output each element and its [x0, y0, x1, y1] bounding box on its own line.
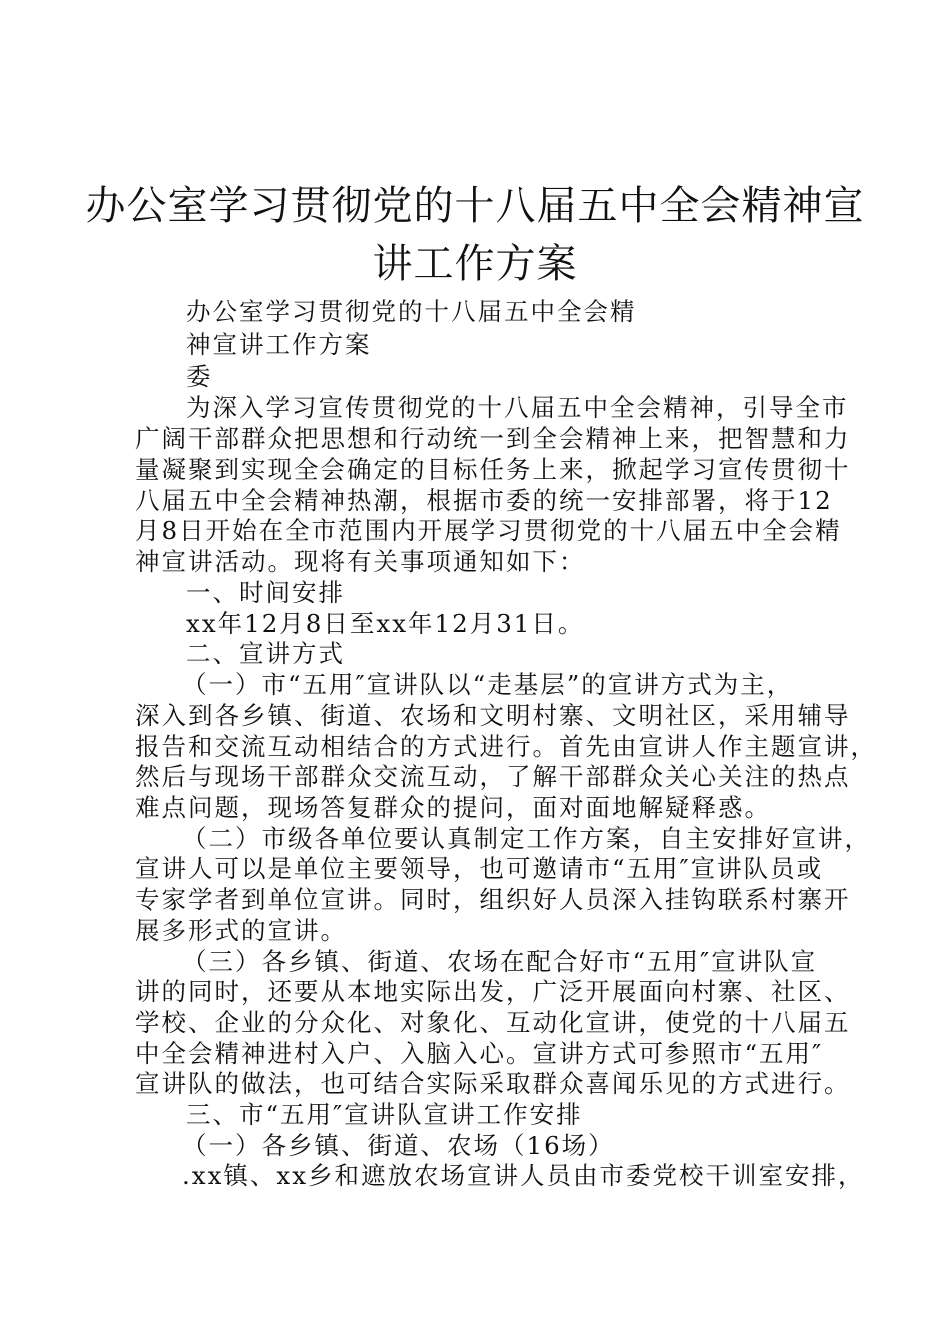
- body-line: 讲的同时，还要从本地实际出发，广泛开展面向村寨、社区、: [135, 977, 851, 1006]
- subtitle-line-2: 神宣讲工作方案: [186, 330, 372, 359]
- body-line: 量凝聚到实现全会确定的目标任务上来，掀起学习宣传贯彻十: [135, 455, 851, 484]
- body-line: 宣讲人可以是单位主要领导，也可邀请市“五用″宣讲队员或: [135, 854, 824, 883]
- body-line: 中全会精神进村入户、入脑入心。宣讲方式可参照市“五用″: [135, 1039, 824, 1068]
- body-line: （一）各乡镇、街道、农场（16场）: [182, 1131, 615, 1160]
- body-line: xx年12月8日至xx年12月31日。: [186, 609, 585, 638]
- body-line: 宣讲队的做法，也可结合实际采取群众喜闻乐见的方式进行。: [135, 1069, 851, 1098]
- document-title-line-2: 讲工作方案: [372, 241, 578, 287]
- body-line: 神宣讲活动。现将有关事项通知如下：: [135, 547, 586, 576]
- body-line: 委: [186, 362, 213, 391]
- body-line: 广阔干部群众把思想和行动统一到全会精神上来，把智慧和力: [135, 424, 851, 453]
- body-line: 展多形式的宣讲。: [135, 916, 347, 945]
- body-line: 难点问题，现场答复群众的提问，面对面地解疑释惑。: [135, 793, 771, 822]
- body-line: 八届五中全会精神热潮，根据市委的统一安排部署，将于12: [135, 486, 833, 515]
- body-line: 报告和交流互动相结合的方式进行。首先由宣讲人作主题宣讲，: [135, 732, 877, 761]
- body-line: （二）市级各单位要认真制定工作方案，自主安排好宣讲，: [182, 824, 871, 853]
- subtitle-line-1: 办公室学习贯彻党的十八届五中全会精: [186, 297, 637, 326]
- body-line: .xx镇、xx乡和遮放农场宣讲人员由市委党校干训室安排，: [182, 1161, 865, 1190]
- section-heading: 三、市“五用″宣讲队宣讲工作安排: [186, 1100, 583, 1129]
- body-line: （一）市“五用″宣讲队以“走基层”的宣讲方式为主，: [182, 670, 794, 699]
- body-line: （三）各乡镇、街道、农场在配合好市“五用″宣讲队宣: [182, 947, 818, 976]
- document-title-line-1: 办公室学习贯彻党的十八届五中全会精神宣: [85, 183, 865, 229]
- section-heading: 一、时间安排: [186, 578, 345, 607]
- section-heading: 二、宣讲方式: [186, 639, 345, 668]
- body-line: 为深入学习宣传贯彻党的十八届五中全会精神，引导全市: [186, 393, 849, 422]
- body-line: 深入到各乡镇、街道、农场和文明村寨、文明社区，采用辅导: [135, 701, 851, 730]
- body-line: 专家学者到单位宣讲。同时，组织好人员深入挂钩联系村寨开: [135, 885, 851, 914]
- body-line: 月8日开始在全市范围内开展学习贯彻党的十八届五中全会精: [135, 516, 842, 545]
- body-line: 然后与现场干部群众交流互动，了解干部群众关心关注的热点: [135, 762, 851, 791]
- body-line: 学校、企业的分众化、对象化、互动化宣讲，使党的十八届五: [135, 1008, 851, 1037]
